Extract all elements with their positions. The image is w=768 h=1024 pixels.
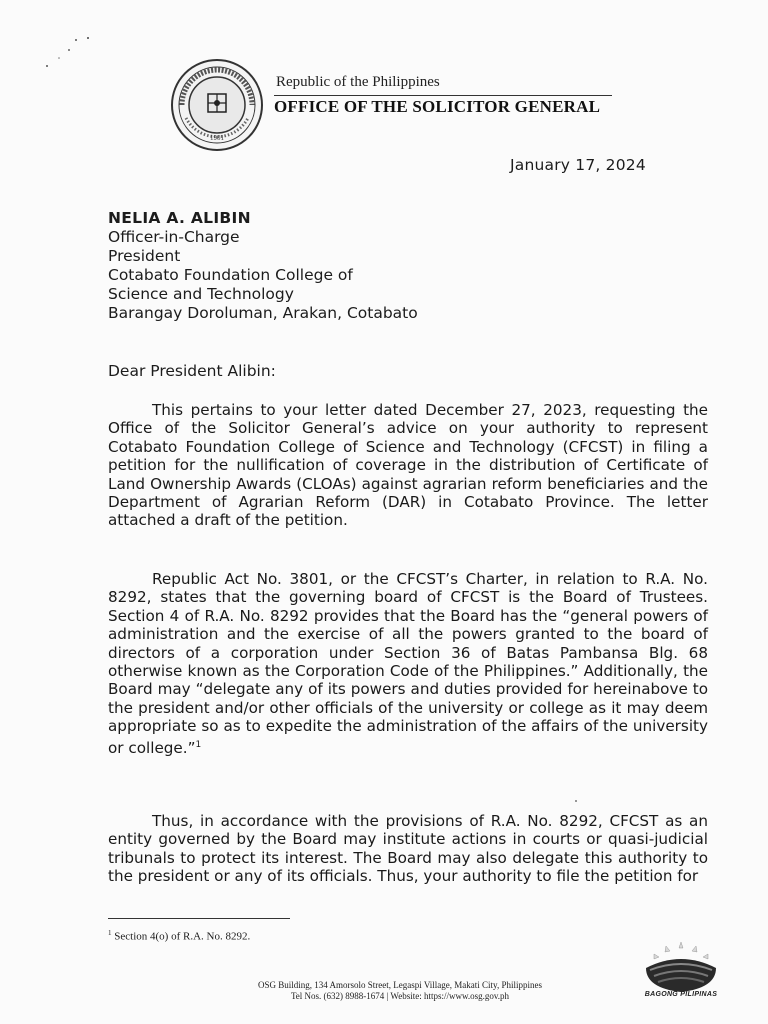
body-paragraph-2 <box>108 570 708 757</box>
salutation: Dear President Alibin: <box>108 362 276 380</box>
footer-contact: Tel Nos. (632) 8988-1674 | Website: https://www.osg.gov.ph <box>290 991 510 1001</box>
recipient-line: Science and Technology <box>108 285 294 303</box>
recipient-line: Barangay Doroluman, Arakan, Cotabato <box>108 304 418 322</box>
recipient-line: Officer-in-Charge <box>108 228 240 246</box>
body-paragraph-3: Thus, in accordance with the provisions of R.A. No. 8292, CFCST as an entity governed by the Board may institute actions in courts or quasi-judicial tribunals to protect its interest. The Board may also delegate this authority to the president or any of its officials. Thus, your authority to file the petition for <box>108 812 708 886</box>
recipient-name: NELIA A. ALIBIN <box>108 209 251 227</box>
svg-text:1901: 1901 <box>210 134 224 142</box>
footnote-divider <box>108 918 290 919</box>
osg-seal-icon <box>170 58 264 152</box>
footnote-marker: 1 <box>108 929 112 937</box>
body-paragraph-2-text: Republic Act No. 3801, or the CFCST’s Charter, in relation to R.A. No. 8292, states that the governing board of CFCST is the Board of Trustees. Section 4 of R.A. No. 8292 provides that the Board has the “general powers of administration and the exercise of all the powers granted to the board of directors of a corporation under Section 36 of Batas Pambansa Blg. 68 otherwise known as the Corporation Code of the Philippines.” Additionally, the Board may “delegate any of its powers and duties provided for hereinabove to the president and/or other officials of the university or college as it may deem appropriate so as to expedite the administration of the affairs of the university or college.” <box>108 570 708 757</box>
letterhead-footer <box>200 980 600 1002</box>
office-title: OFFICE OF THE SOLICITOR GENERAL <box>274 97 601 116</box>
letter-date: January 17, 2024 <box>510 156 646 174</box>
header-divider <box>274 95 612 96</box>
footnote-text: Section 4(o) of R.A. No. 8292. <box>114 930 251 943</box>
republic-text: Republic of the Philippines <box>276 74 440 90</box>
footnote <box>108 929 250 943</box>
recipient-line: President <box>108 247 181 265</box>
body-paragraph-1: This pertains to your letter dated December 27, 2023, requesting the Office of the Solicitor General’s advice on your authority to represent Cotabato Foundation College of Science and Technology (CFCST) in filing a petition for the nullification of coverage in the distribution of Certificate of Land Ownership Awards (CLOAs) against agrarian reform beneficiaries and the Department of Agrarian Reform (DAR) in Cotabato Province. The letter attached a draft of the petition. <box>108 401 708 530</box>
footer-address: OSG Building, 134 Amorsolo Street, Legaspi Village, Makati City, Philippines <box>258 980 542 990</box>
recipient-block <box>108 209 418 323</box>
recipient-line: Cotabato Foundation College of <box>108 266 353 284</box>
bagong-pilipinas-label: BAGONG PILIPINAS <box>644 991 718 998</box>
footnote-reference: 1 <box>195 739 202 750</box>
